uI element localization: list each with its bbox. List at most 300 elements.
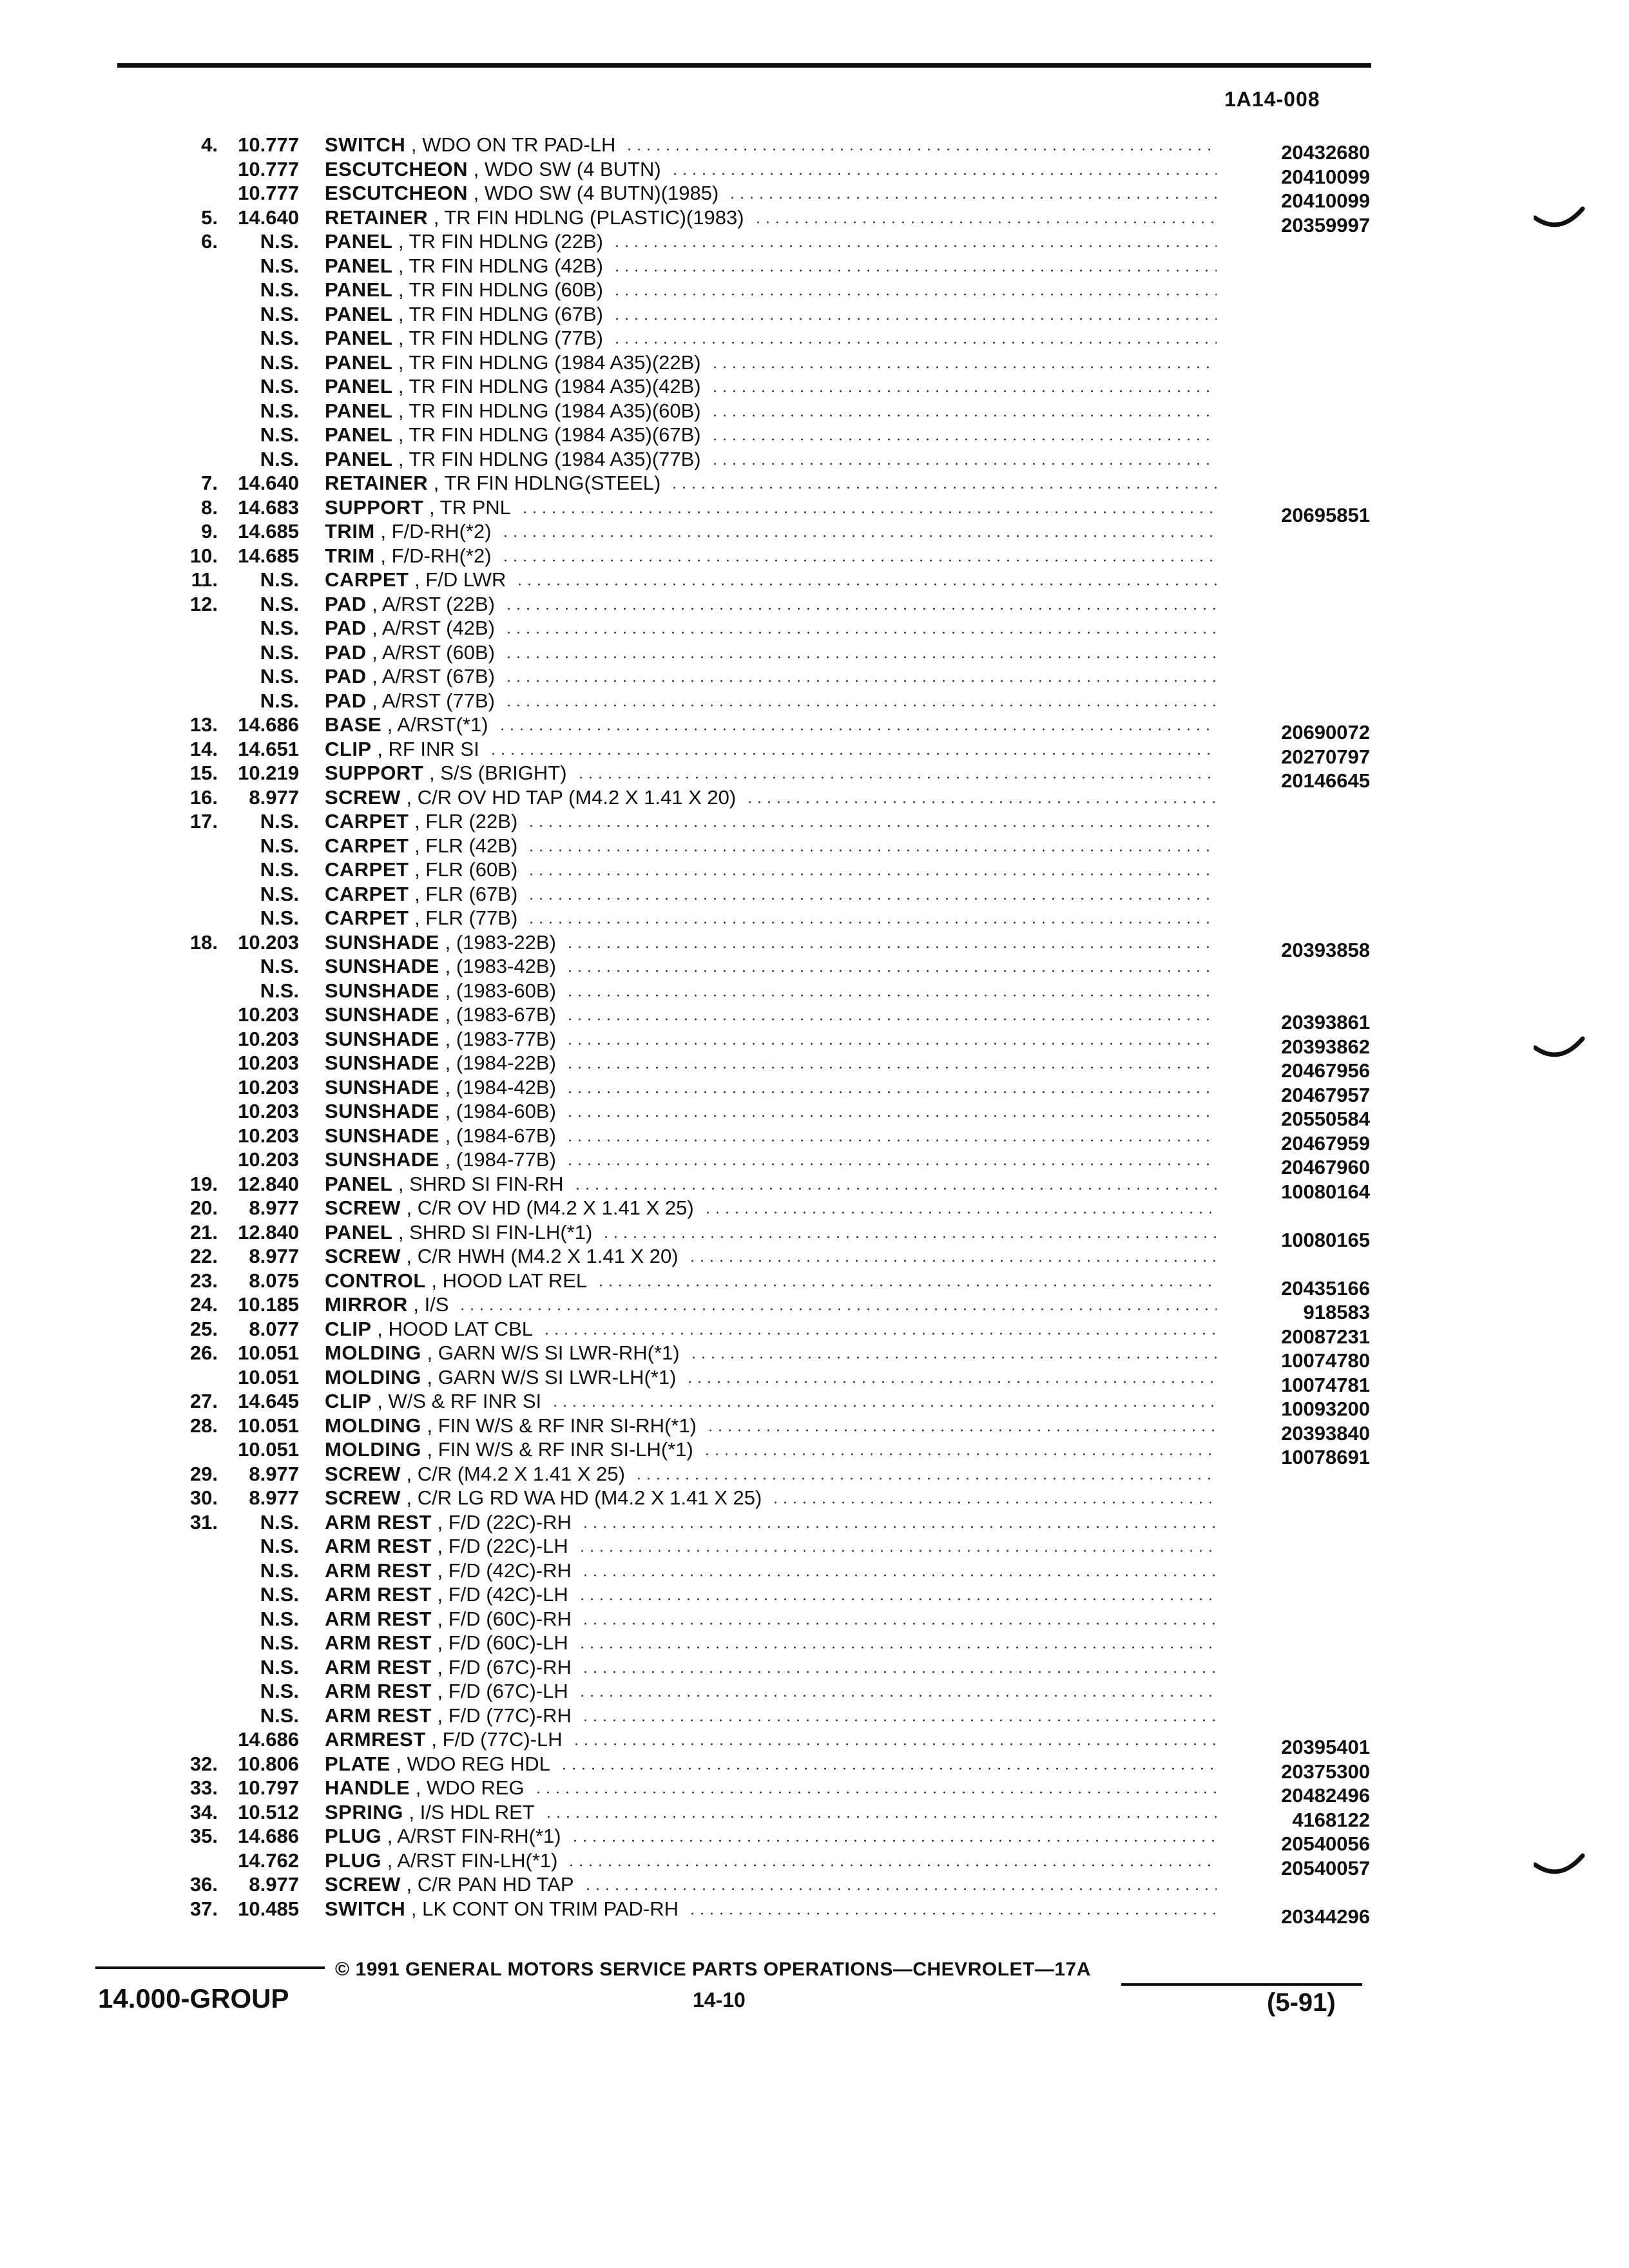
dot-leader (501, 559, 1217, 562)
group-number: N.S. (260, 1631, 299, 1654)
part-description: MOLDING , FIN W/S & RF INR SI-RH(*1) (325, 1414, 697, 1437)
group-number: N.S. (260, 979, 299, 1002)
parts-row (0, 1727, 1629, 1758)
parts-row (0, 713, 1629, 744)
ref-number: 7. (201, 472, 218, 494)
group-number: N.S. (260, 1535, 299, 1557)
part-spec: TR FIN HDLNG (60B) (409, 278, 603, 301)
part-description: ARM REST , F/D (22C)-RH (325, 1510, 572, 1533)
group-number: 10.203 (238, 1100, 299, 1122)
parts-row (0, 809, 1629, 833)
part-spec: F/D (77C)-RH (448, 1704, 572, 1727)
parts-row (0, 1051, 1629, 1082)
part-spec: C/R OV HD (M4.2 X 1.41 X 25) (417, 1196, 694, 1219)
dot-leader (710, 366, 1217, 369)
group-number: N.S. (260, 689, 299, 712)
part-description: SUNSHADE , (1984-67B) (325, 1124, 556, 1147)
part-spec: A/RST (67B) (381, 665, 495, 687)
group-number: 10.797 (238, 1776, 299, 1799)
part-spec: C/R LG RD WA HD (M4.2 X 1.41 X 25) (417, 1486, 762, 1509)
margin-mark (1534, 1850, 1585, 1883)
dot-leader (670, 173, 1217, 175)
dot-leader (581, 1671, 1217, 1673)
part-name: PANEL (325, 423, 393, 446)
dot-leader (581, 1622, 1217, 1625)
dot-leader (565, 1018, 1217, 1021)
group-number: N.S. (260, 810, 299, 832)
part-name: SUNSHADE (325, 1100, 439, 1122)
parts-row (0, 157, 1629, 188)
part-name: SUNSHADE (325, 1027, 439, 1050)
footer-rule (95, 1966, 325, 1969)
parts-row (0, 1437, 1629, 1468)
dot-leader (565, 1043, 1217, 1045)
part-description: TRIM , F/D-RH(*2) (325, 544, 492, 567)
part-description: SUNSHADE , (1984-22B) (325, 1052, 556, 1074)
part-name: PLATE (325, 1752, 390, 1775)
ref-number: 22. (189, 1245, 218, 1267)
dot-leader (458, 1308, 1217, 1311)
part-number: 10080165 (1281, 1228, 1370, 1251)
part-name: ARM REST (325, 1535, 432, 1557)
parts-row (0, 1148, 1629, 1178)
part-description: ESCUTCHEON , WDO SW (4 BUTN) (325, 157, 661, 180)
part-spec: GARN W/S SI LWR-RH(*1) (438, 1341, 680, 1364)
part-number: 4168122 (1292, 1808, 1370, 1831)
part-description: ESCUTCHEON , WDO SW (4 BUTN)(1985) (325, 182, 719, 204)
parts-row (0, 181, 1629, 212)
dot-leader (565, 1066, 1217, 1069)
dot-leader (581, 1719, 1217, 1722)
ref-number: 27. (189, 1390, 218, 1412)
group-number: 14.685 (238, 544, 299, 567)
part-spec: WDO REG (427, 1776, 525, 1799)
dot-leader (706, 1429, 1217, 1432)
part-description: SCREW , C/R LG RD WA HD (M4.2 X 1.41 X 25) (325, 1486, 762, 1509)
part-number: 20467959 (1281, 1131, 1370, 1155)
part-description: RETAINER , TR FIN HDLNG (PLASTIC)(1983) (325, 206, 744, 229)
group-number: N.S. (260, 907, 299, 929)
ref-number: 17. (189, 810, 218, 832)
parts-row (0, 1897, 1629, 1928)
part-description: CARPET , FLR (67B) (325, 882, 518, 905)
parts-row (0, 858, 1629, 881)
revision-date: (5-91) (1267, 1988, 1336, 2017)
part-description: SUNSHADE , (1983-77B) (325, 1027, 556, 1050)
group-number: N.S. (260, 302, 299, 325)
parts-row (0, 1824, 1629, 1855)
dot-leader (689, 1356, 1217, 1359)
dot-leader (572, 1743, 1217, 1745)
dot-leader (670, 486, 1217, 489)
part-name: SUNSHADE (325, 979, 439, 1002)
group-number: N.S. (260, 1510, 299, 1533)
parts-row (0, 592, 1629, 616)
part-number: 20467957 (1281, 1083, 1370, 1106)
parts-row (0, 1704, 1629, 1727)
parts-row (0, 1220, 1629, 1251)
part-name: PANEL (325, 399, 393, 422)
dot-leader (612, 293, 1217, 296)
parts-row (0, 1462, 1629, 1486)
group-number: 10.203 (238, 930, 299, 954)
parts-row (0, 1607, 1629, 1631)
part-description: ARM REST , F/D (60C)-RH (325, 1607, 572, 1630)
part-spec: LK CONT ON TRIM PAD-RH (422, 1897, 679, 1920)
part-spec: TR FIN HDLNG(STEEL) (444, 472, 661, 494)
group-number: 10.051 (238, 1438, 299, 1461)
part-description: MOLDING , GARN W/S SI LWR-RH(*1) (325, 1341, 680, 1364)
part-number: 20393858 (1281, 938, 1370, 961)
dot-leader (559, 1767, 1217, 1770)
part-spec: FIN W/S & RF INR SI-RH(*1) (438, 1414, 697, 1437)
part-description: MOLDING , GARN W/S SI LWR-LH(*1) (325, 1365, 677, 1389)
parts-row (0, 302, 1629, 326)
part-description: PAD , A/RST (77B) (325, 689, 495, 712)
part-spec: TR FIN HDLNG (77B) (409, 327, 603, 349)
parts-row (0, 954, 1629, 978)
part-description: PANEL , SHRD SI FIN-LH(*1) (325, 1220, 593, 1244)
part-spec: SHRD SI FIN-RH (409, 1172, 564, 1195)
part-spec: WDO REG HDL (407, 1752, 550, 1775)
part-name: MOLDING (325, 1341, 421, 1364)
copyright-line: © 1991 GENERAL MOTORS SERVICE PARTS OPERATIONS—CHEVROLET—17A (335, 1959, 1091, 1980)
part-description: SUNSHADE , (1984-42B) (325, 1075, 556, 1099)
part-name: SCREW (325, 1486, 401, 1509)
dot-leader (624, 148, 1217, 151)
part-number: 20344296 (1281, 1905, 1370, 1928)
part-name: ARM REST (325, 1704, 432, 1727)
part-description: PANEL , TR FIN HDLNG (1984 A35)(42B) (325, 375, 701, 398)
part-number: 20690072 (1281, 721, 1370, 744)
part-spec: (1984-77B) (456, 1148, 556, 1171)
dot-leader (753, 221, 1217, 224)
parts-row (0, 1872, 1629, 1896)
parts-row (0, 1414, 1629, 1445)
part-name: CLIP (325, 1390, 372, 1412)
part-spec: F/D (60C)-LH (448, 1631, 568, 1654)
ref-number: 28. (189, 1414, 218, 1437)
part-description: SUNSHADE , (1984-60B) (325, 1100, 556, 1122)
parts-row (0, 447, 1629, 471)
parts-row (0, 544, 1629, 568)
part-description: SCREW , C/R HWH (M4.2 X 1.41 X 20) (325, 1245, 679, 1267)
part-spec: (1984-60B) (456, 1100, 556, 1122)
part-description: PLUG , A/RST FIN-RH(*1) (325, 1825, 561, 1847)
ref-number: 11. (191, 568, 218, 591)
parts-row (0, 326, 1629, 350)
dot-leader (501, 535, 1217, 537)
dot-leader (526, 873, 1217, 876)
ref-number: 15. (189, 762, 218, 784)
group-number: N.S. (260, 254, 299, 277)
group-number: 14.762 (238, 1849, 299, 1872)
group-number: 10.203 (238, 1003, 299, 1026)
parts-row (0, 374, 1629, 398)
ref-number: 36. (189, 1873, 218, 1896)
footer-rule (1121, 1983, 1362, 1986)
part-description: CARPET , FLR (22B) (325, 810, 518, 832)
part-spec: (1983-60B) (456, 979, 556, 1002)
part-number: 20393840 (1281, 1421, 1370, 1445)
group-number: 14.645 (238, 1390, 299, 1412)
part-number: 20695851 (1281, 503, 1370, 526)
part-spec: WDO SW (4 BUTN) (484, 157, 661, 180)
parts-row (0, 616, 1629, 640)
parts-row (0, 1003, 1629, 1033)
group-label: 14.000-GROUP (98, 1983, 289, 2013)
part-spec: F/D (42C)-LH (448, 1583, 568, 1606)
group-number: 10.185 (238, 1293, 299, 1316)
parts-row (0, 1486, 1629, 1510)
part-spec: TR FIN HDLNG (1984 A35)(67B) (409, 423, 701, 446)
part-description: PANEL , TR FIN HDLNG (67B) (325, 302, 603, 325)
dot-leader (577, 1598, 1217, 1600)
part-number: 20550584 (1281, 1108, 1370, 1130)
dot-leader (581, 1574, 1217, 1577)
part-description: CLIP , RF INR SI (325, 737, 479, 760)
part-number: 20540057 (1281, 1856, 1370, 1879)
ref-number: 35. (189, 1825, 218, 1847)
part-name: ARM REST (325, 1655, 432, 1678)
group-number: N.S. (260, 640, 299, 664)
group-number: 14.686 (238, 713, 299, 736)
part-spec: TR FIN HDLNG (1984 A35)(42B) (409, 375, 701, 398)
parts-row (0, 1534, 1629, 1558)
group-number: 10.777 (238, 182, 299, 204)
part-description: SUPPORT , S/S (BRIGHT) (325, 762, 567, 784)
group-number: N.S. (260, 399, 299, 422)
part-name: SUNSHADE (325, 1124, 439, 1147)
dot-leader (565, 970, 1217, 972)
dot-leader (504, 656, 1217, 658)
dot-leader (771, 1501, 1217, 1504)
group-number: N.S. (260, 1607, 299, 1630)
part-spec: F/D LWR (425, 568, 506, 591)
part-spec: C/R (M4.2 X 1.41 X 25) (417, 1462, 625, 1485)
parts-row (0, 1559, 1629, 1582)
part-name: CONTROL (325, 1269, 426, 1292)
parts-row (0, 1631, 1629, 1655)
part-name: PAD (325, 689, 367, 712)
part-name: SUNSHADE (325, 930, 439, 954)
part-spec: TR FIN HDLNG (1984 A35)(22B) (409, 351, 701, 374)
dot-leader (710, 390, 1217, 392)
part-spec: FIN W/S & RF INR SI-LH(*1) (438, 1438, 693, 1461)
parts-row (0, 1776, 1629, 1807)
dot-leader (612, 245, 1217, 247)
part-description: MOLDING , FIN W/S & RF INR SI-LH(*1) (325, 1438, 693, 1461)
part-description: ARMREST , F/D (77C)-LH (325, 1728, 563, 1751)
part-name: MOLDING (325, 1414, 421, 1437)
part-description: PANEL , TR FIN HDLNG (1984 A35)(67B) (325, 423, 701, 446)
part-spec: S/S (BRIGHT) (440, 762, 567, 784)
group-number: 10.777 (238, 157, 299, 180)
group-number: 10.203 (238, 1148, 299, 1171)
part-number: 10074781 (1281, 1373, 1370, 1396)
part-name: SCREW (325, 785, 401, 809)
part-description: TRIM , F/D-RH(*2) (325, 520, 492, 543)
group-number: 10.512 (238, 1800, 299, 1823)
dot-leader (570, 1840, 1217, 1842)
part-description: ARM REST , F/D (60C)-LH (325, 1631, 568, 1654)
ref-number: 32. (189, 1752, 218, 1775)
group-number: 10.203 (238, 1124, 299, 1147)
part-name: PANEL (325, 327, 393, 349)
ref-number: 26. (189, 1341, 218, 1364)
dot-leader (520, 511, 1217, 514)
part-name: PAD (325, 665, 367, 687)
group-number: N.S. (260, 351, 299, 374)
part-spec: WDO SW (4 BUTN)(1985) (484, 182, 719, 204)
part-number: 20393861 (1281, 1011, 1370, 1033)
part-name: CARPET (325, 882, 409, 905)
ref-number: 4. (201, 133, 218, 156)
part-name: SWITCH (325, 133, 406, 156)
part-name: SUPPORT (325, 495, 424, 519)
part-spec: I/S (424, 1293, 449, 1316)
group-number: 10.203 (238, 1052, 299, 1074)
part-description: SUNSHADE , (1983-60B) (325, 979, 556, 1002)
group-number: 8.077 (249, 1317, 299, 1340)
part-description: MIRROR , I/S (325, 1293, 449, 1316)
group-number: 10.485 (238, 1897, 299, 1920)
part-description: ARM REST , F/D (77C)-RH (325, 1704, 572, 1727)
dot-leader (596, 1284, 1217, 1287)
ref-number: 24. (189, 1293, 218, 1316)
group-number: N.S. (260, 375, 299, 398)
parts-row (0, 1269, 1629, 1300)
part-spec: F/D (77C)-LH (442, 1728, 563, 1751)
dot-leader (685, 1381, 1217, 1383)
part-name: PANEL (325, 1172, 393, 1195)
part-number: 20540056 (1281, 1832, 1370, 1855)
part-name: RETAINER (325, 206, 429, 229)
part-description: SUNSHADE , (1983-22B) (325, 930, 556, 954)
ref-number: 34. (189, 1800, 218, 1823)
page-number: 14-10 (693, 1988, 746, 2012)
part-number: 918583 (1303, 1301, 1370, 1323)
part-description: SUNSHADE , (1984-77B) (325, 1148, 556, 1171)
part-name: SCREW (325, 1462, 401, 1485)
parts-row (0, 834, 1629, 858)
parts-row (0, 1244, 1629, 1268)
part-name: SUNSHADE (325, 1052, 439, 1074)
part-name: TRIM (325, 544, 375, 567)
part-description: BASE , A/RST(*1) (325, 713, 488, 736)
part-spec: (1983-77B) (456, 1027, 556, 1050)
ref-number: 30. (189, 1486, 218, 1509)
parts-row (0, 1849, 1629, 1879)
ref-number: 13. (189, 713, 218, 736)
group-number: 8.977 (249, 1462, 299, 1485)
group-number: N.S. (260, 592, 299, 615)
part-description: CARPET , F/D LWR (325, 568, 506, 591)
part-spec: GARN W/S SI LWR-LH(*1) (438, 1365, 677, 1389)
parts-row (0, 229, 1629, 253)
group-number: N.S. (260, 955, 299, 977)
dot-leader (577, 1550, 1217, 1552)
part-description: ARM REST , F/D (42C)-RH (325, 1559, 572, 1582)
part-name: MOLDING (325, 1365, 421, 1389)
part-spec: C/R OV HD TAP (M4.2 X 1.41 X 20) (417, 785, 737, 809)
dot-leader (728, 197, 1217, 199)
ref-number: 23. (189, 1269, 218, 1292)
parts-row (0, 664, 1629, 688)
part-name: PLUG (325, 1825, 382, 1847)
part-name: ESCUTCHEON (325, 157, 468, 180)
part-number: 10078691 (1281, 1446, 1370, 1468)
ref-number: 10. (189, 544, 218, 567)
part-name: CARPET (325, 834, 409, 857)
part-description: SCREW , C/R OV HD (M4.2 X 1.41 X 25) (325, 1196, 694, 1219)
parts-row (0, 206, 1629, 236)
dot-leader (565, 994, 1217, 997)
group-number: 14.685 (238, 520, 299, 543)
part-number: 20410099 (1281, 189, 1370, 212)
dot-leader (612, 318, 1217, 320)
parts-row (0, 1099, 1629, 1130)
part-description: CARPET , FLR (77B) (325, 907, 518, 929)
part-description: PAD , A/RST (60B) (325, 640, 495, 664)
group-number: 14.686 (238, 1825, 299, 1847)
ref-number: 25. (189, 1317, 218, 1340)
ref-number: 31. (189, 1510, 218, 1533)
group-number: N.S. (260, 447, 299, 470)
dot-leader (565, 1139, 1217, 1142)
group-number: 10.806 (238, 1752, 299, 1775)
group-number: 10.203 (238, 1075, 299, 1099)
part-description: PANEL , TR FIN HDLNG (77B) (325, 327, 603, 349)
part-description: PANEL , TR FIN HDLNG (1984 A35)(22B) (325, 351, 701, 374)
parts-row (0, 1027, 1629, 1058)
parts-row (0, 737, 1629, 768)
parts-row (0, 351, 1629, 374)
part-description: SUNSHADE , (1983-67B) (325, 1003, 556, 1026)
group-number: 10.051 (238, 1365, 299, 1389)
parts-row (0, 1582, 1629, 1606)
dot-leader (583, 1888, 1217, 1890)
part-name: PANEL (325, 1220, 393, 1244)
group-number: N.S. (260, 278, 299, 301)
dot-leader (526, 849, 1217, 852)
part-name: TRIM (325, 520, 375, 543)
part-spec: (1983-22B) (456, 930, 556, 954)
parts-row (0, 1800, 1629, 1831)
part-spec: RF INR SI (388, 737, 479, 760)
parts-row (0, 761, 1629, 792)
ref-number: 18. (189, 930, 218, 954)
group-number: 10.203 (238, 1027, 299, 1050)
ref-number: 29. (189, 1462, 218, 1485)
dot-leader (601, 1236, 1217, 1238)
part-name: CARPET (325, 810, 409, 832)
part-spec: C/R PAN HD TAP (417, 1873, 574, 1896)
part-description: PANEL , TR FIN HDLNG (1984 A35)(77B) (325, 447, 701, 470)
part-description: CONTROL , HOOD LAT REL (325, 1269, 588, 1292)
parts-row (0, 1389, 1629, 1420)
dot-leader (550, 1405, 1217, 1407)
part-name: MOLDING (325, 1438, 421, 1461)
group-number: N.S. (260, 1655, 299, 1678)
part-description: PLUG , A/RST FIN-LH(*1) (325, 1849, 558, 1872)
parts-row (0, 495, 1629, 526)
part-spec: F/D (60C)-RH (448, 1607, 572, 1630)
part-description: PAD , A/RST (22B) (325, 592, 495, 615)
part-name: SCREW (325, 1245, 401, 1267)
part-name: ARMREST (325, 1728, 426, 1751)
part-name: PANEL (325, 254, 393, 277)
